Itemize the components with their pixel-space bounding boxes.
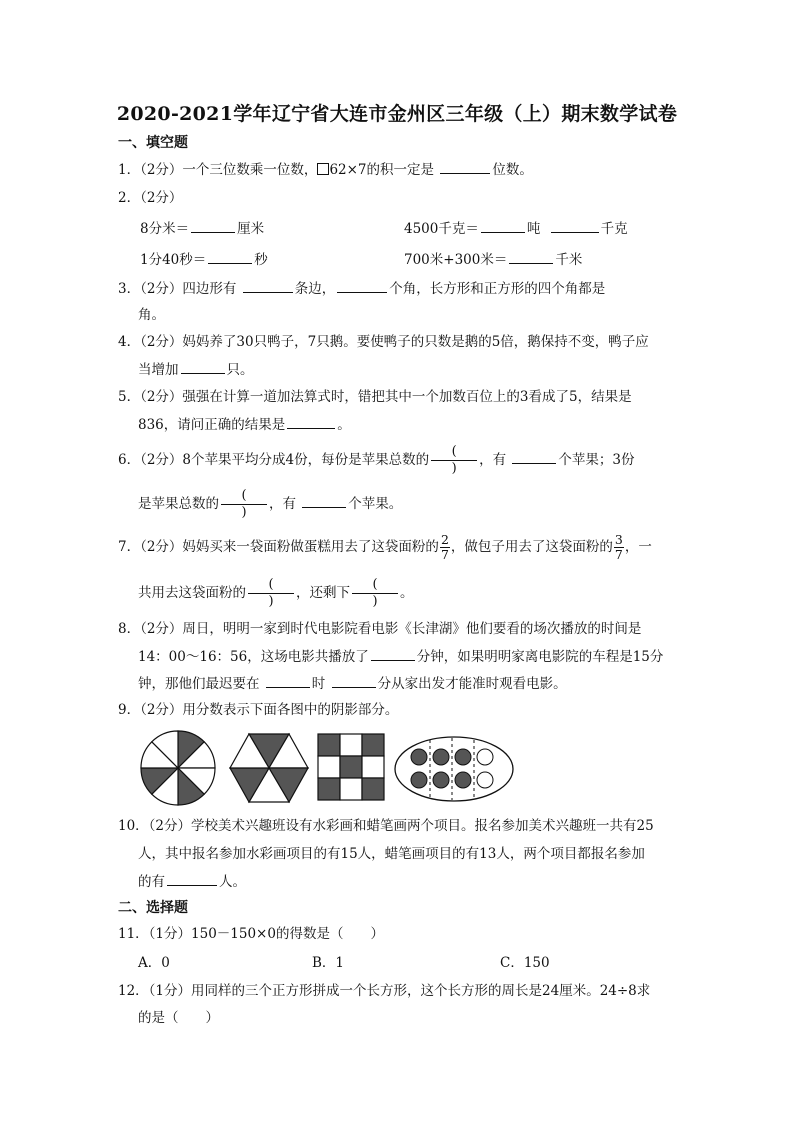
q6-f2-open: ( (241, 488, 247, 503)
empty-dot (477, 772, 493, 788)
q2-blank-3[interactable] (551, 219, 599, 233)
section-heading-choice: 二、选择题 (118, 900, 188, 916)
q3-blank-2[interactable] (337, 279, 387, 293)
shaded-cell (362, 734, 384, 756)
q8-l2b: 分钟，如果明明家离电影院的车程是15分 (416, 649, 664, 665)
q10-line-1: 10．（2分）学校美术兴趣班设有水彩画和蜡笔画两个项目。报名参加美术兴趣班一共有25 (118, 818, 654, 834)
q7-line-2 (138, 575, 414, 611)
filled-dot (411, 749, 427, 765)
q8-l3a: 钟，那他们最迟要在 (138, 676, 260, 692)
filled-dot (455, 772, 471, 788)
square-box-icon (317, 163, 329, 175)
q6-f1-open: ( (451, 444, 457, 459)
q6-l1c: 个苹果；3份 (558, 452, 635, 468)
q2-blank-2[interactable] (481, 219, 525, 233)
q8-blank-3[interactable] (332, 674, 376, 688)
q7-b2-close: ) (372, 594, 378, 609)
q3-blank-1[interactable] (243, 279, 293, 293)
q7-b1-close: ) (268, 594, 274, 609)
oval (395, 737, 513, 801)
q7-fraction-1 (440, 533, 450, 562)
q12-line-2: 的是（ ） (138, 1010, 219, 1026)
question-3 (118, 279, 605, 298)
q2-item-4 (404, 250, 582, 269)
q2-a4: 700米+300米＝ (404, 252, 508, 268)
q7-b1-open: ( (268, 577, 274, 592)
q2-a2-unit2: 千克 (600, 221, 628, 237)
q6-l2b: ，有 (269, 496, 296, 512)
q1-prefix: 1．（2分）一个三位数乘一位数， (118, 162, 318, 178)
q1-blank[interactable] (440, 160, 490, 174)
q5-blank[interactable] (287, 415, 335, 429)
q7-b2-open: ( (372, 577, 378, 592)
q5-line-1: 5．（2分）强强在计算一道加法算式时，错把其中一个加数百位上的3看成了5，结果是 (118, 389, 632, 405)
q1-expr: 62×7的积一定是 (329, 162, 435, 178)
circle-sectors-figure (136, 728, 220, 808)
q7-l1b: ，做包子用去了这袋面粉的 (450, 539, 613, 555)
shaded-cell (318, 778, 340, 800)
q2-item-2 (404, 219, 628, 238)
oval-dots-figure (392, 734, 516, 804)
filled-dot (411, 772, 427, 788)
q3-l1b: 条边， (294, 281, 336, 297)
shaded-cell (362, 778, 384, 800)
shaded-cell (340, 756, 362, 778)
q11-option-b[interactable]: B．1 (312, 955, 345, 971)
shaded-cell (318, 734, 340, 756)
q2-a1-unit: 厘米 (237, 221, 265, 237)
q6-l1a: 6．（2分）8个苹果平均分成4份，每份是苹果总数的 (118, 452, 430, 468)
q6-blank-1[interactable] (512, 450, 556, 464)
hexagon-figure (228, 732, 310, 804)
q6-f1-close: ) (451, 461, 457, 476)
q6-l1b: ，有 (479, 452, 507, 468)
q6-fraction-blank-1[interactable] (431, 444, 477, 477)
q10-line-3 (138, 872, 246, 891)
section-heading-fill: 一、填空题 (118, 135, 188, 151)
q6-line-2 (138, 486, 402, 522)
q7-f1-den: 7 (440, 547, 449, 562)
q7-f2-den: 7 (614, 547, 623, 562)
q2-blank-5[interactable] (509, 250, 553, 264)
q6-blank-2[interactable] (302, 494, 346, 508)
q2-a4-unit: 千米 (555, 252, 583, 268)
q2-item-3 (140, 250, 268, 269)
q5-l2a: 836，请问正确的结果是 (138, 417, 286, 433)
q2-a1: 8分米＝ (140, 221, 190, 237)
q11-option-a[interactable]: A．0 (138, 955, 170, 971)
q6-l2a: 是苹果总数的 (138, 496, 219, 512)
q7-l2c: 。 (400, 585, 414, 601)
page-title: 2020-2021学年辽宁省大连市金州区三年级（上）期末数学试卷 (116, 103, 678, 125)
cell (362, 756, 384, 778)
q6-fraction-blank-2[interactable] (221, 488, 267, 521)
q2-blank-1[interactable] (191, 219, 235, 233)
q8-blank-2[interactable] (266, 674, 310, 688)
q8-line-3 (138, 674, 567, 693)
q4-line-2 (138, 360, 254, 379)
q11-line-1: 11．（1分）150－150×0的得数是（ ） (118, 926, 384, 942)
q1-suffix: 位数。 (492, 162, 533, 178)
q5-l2b: 。 (337, 417, 351, 433)
q7-fraction-blank-2[interactable] (352, 577, 398, 610)
q10-line-2: 人，其中报名参加水彩画项目的有15人，蜡笔画项目的有13人，两个项目都报名参加 (138, 846, 645, 862)
q2-item-1 (140, 219, 264, 238)
q4-l2b: 只。 (226, 362, 254, 378)
filled-dot (433, 749, 449, 765)
q2-a3-unit: 秒 (254, 252, 268, 268)
q8-line-1: 8．（2分）周日，明明一家到时代电影院看电影《长津湖》他们要看的场次播放的时间是 (118, 621, 642, 637)
cell (340, 734, 362, 756)
q2-a2-unit1: 吨 (526, 221, 541, 237)
q7-l1c: ，一 (624, 539, 652, 555)
q4-line-1: 4．（2分）妈妈养了30只鸭子，7只鹅。要使鸭子的只数是鹅的5倍，鹅保持不变，鸭子应 (118, 334, 649, 350)
empty-dot (477, 749, 493, 765)
cell (318, 756, 340, 778)
q2-blank-4[interactable] (208, 250, 252, 264)
q5-line-2 (138, 415, 351, 434)
q6-l2c: 个苹果。 (348, 496, 403, 512)
q6-f2-close: ) (241, 505, 247, 520)
q3-l1a: 3．（2分）四边形有 (118, 281, 237, 297)
q9-line-1: 9．（2分）用分数表示下面各图中的阴影部分。 (118, 702, 399, 718)
q2-a3: 1分40秒＝ (140, 252, 207, 268)
q7-l2b: ，还剩下 (296, 585, 350, 601)
q10-l3a: 的有 (138, 874, 165, 890)
grid-figure (316, 732, 386, 804)
q2-a2: 4500千克＝ (404, 221, 479, 237)
q7-l2a: 共用去这袋面粉的 (138, 585, 246, 601)
q4-blank[interactable] (181, 360, 225, 374)
q6-line-1 (118, 442, 635, 478)
q8-line-2 (138, 647, 663, 666)
cell (340, 778, 362, 800)
q2-head: 2．（2分） (118, 190, 183, 206)
q8-l2a: 14：00～16：56，这场电影共播放了 (138, 649, 369, 665)
q7-line-1 (118, 530, 652, 564)
q7-l1a: 7．（2分）妈妈买来一袋面粉做蛋糕用去了这袋面粉的 (118, 539, 439, 555)
q7-f2-num: 3 (614, 532, 623, 547)
q8-blank-1[interactable] (371, 647, 415, 661)
q7-fraction-blank-1[interactable] (248, 577, 294, 610)
q10-l3b: 人。 (219, 874, 246, 890)
filled-dot (433, 772, 449, 788)
q7-f1-num: 2 (440, 532, 449, 547)
filled-dot (455, 749, 471, 765)
q8-l3b: 时 (311, 676, 326, 692)
q8-l3c: 分从家出发才能准时观看电影。 (377, 676, 567, 692)
q10-blank[interactable] (167, 872, 217, 886)
q7-fraction-2 (614, 533, 624, 562)
q3-l1c: 个角，长方形和正方形的四个角都是 (389, 281, 606, 297)
q3-line-2: 角。 (138, 307, 165, 323)
q11-option-c[interactable]: C．150 (500, 955, 550, 971)
q4-l2a: 当增加 (138, 362, 179, 378)
question-1 (118, 160, 533, 179)
q12-line-1: 12．（1分）用同样的三个正方形拼成一个长方形，这个长方形的周长是24厘米。24÷8求 (118, 983, 651, 999)
